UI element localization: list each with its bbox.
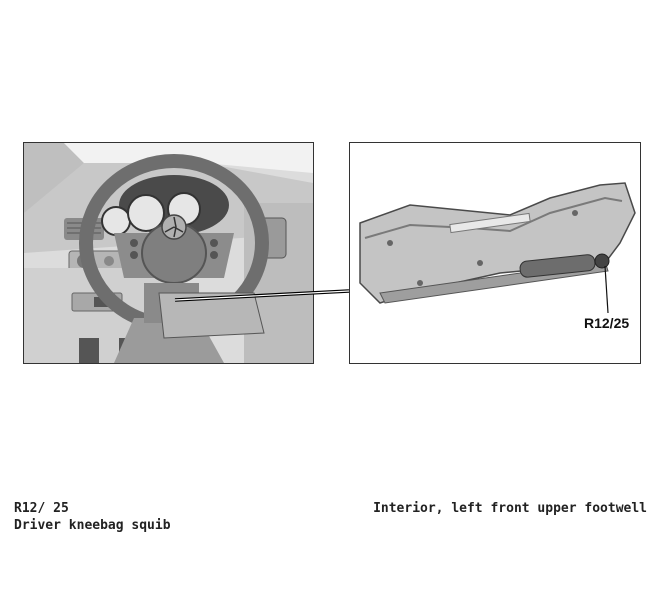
kneebag-cover <box>159 293 264 338</box>
squib-detail-photo <box>349 142 641 364</box>
squib-connector <box>595 254 609 268</box>
gauge <box>102 207 130 235</box>
callout-label: R12/25 <box>584 315 630 331</box>
component-code: R12/ 25 <box>14 501 69 516</box>
dashboard-illustration <box>24 143 313 363</box>
component-location: Interior, left front upper footwell <box>373 501 647 516</box>
dashboard-photo <box>23 142 314 364</box>
component-name: Driver kneebag squib <box>14 518 171 533</box>
